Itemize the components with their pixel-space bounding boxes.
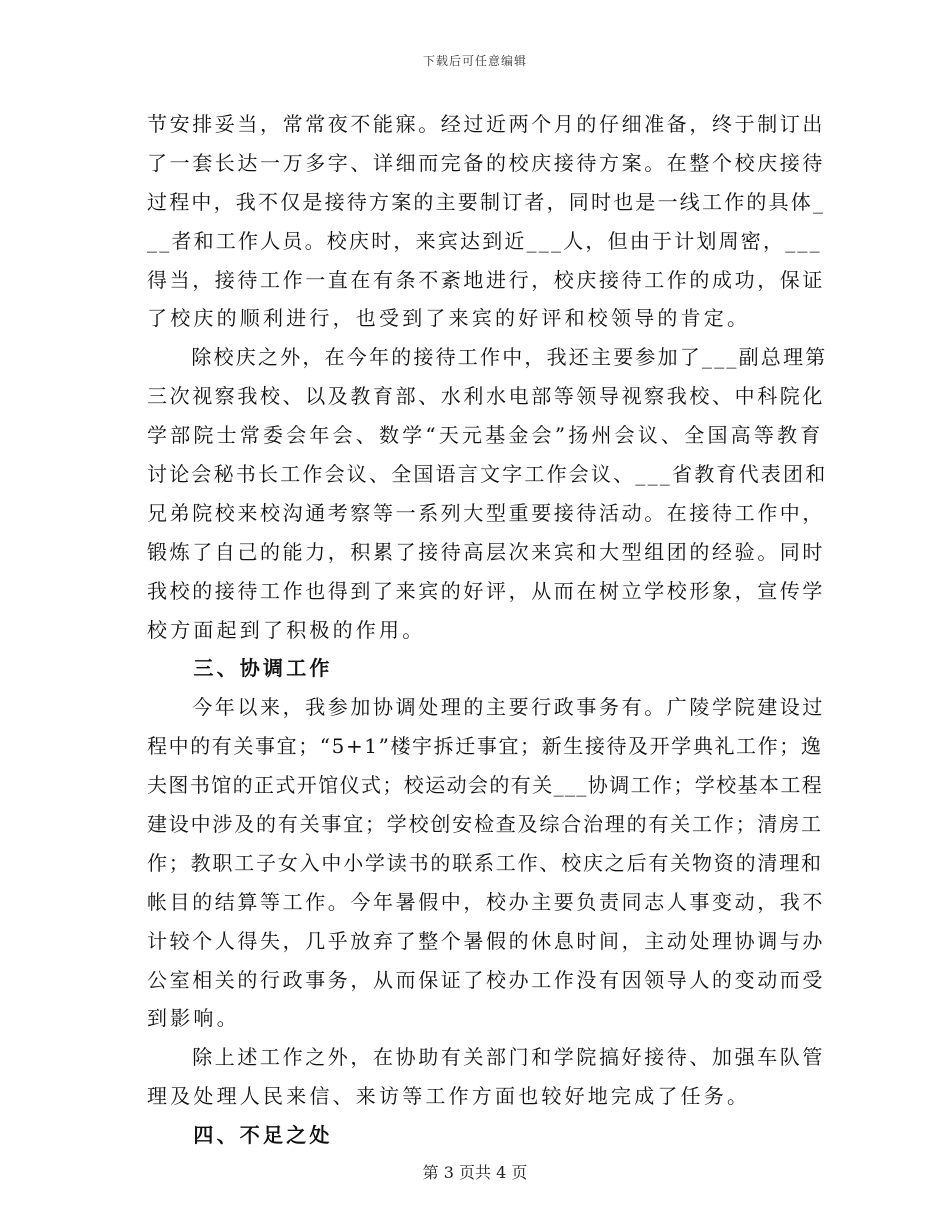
page-number: 第 3 页共 4 页: [422, 1163, 528, 1182]
body-line: 公室相关的行政事务，从而保证了校办工作没有因领导人的变动而受: [147, 967, 825, 992]
body-line: 作；教职工子女入中小学读书的联系工作、校庆之后有关物资的清理和: [147, 850, 823, 875]
body-line: 除上述工作之外，在协助有关部门和学院搞好接待、加强车队管: [147, 1045, 825, 1070]
body-line: 理及处理人民来信、来访等工作方面也较好地完成了任务。: [147, 1084, 751, 1109]
document-body: [147, 105, 827, 1155]
body-line: 今年以来，我参加协调处理的主要行政事务有。广陵学院建设过: [147, 695, 825, 720]
body-line: 过程中，我不仅是接待方案的主要制订者，同时也是一线工作的具体_: [147, 189, 826, 214]
body-line: 我校的接待工作也得到了来宾的好评，从而在树立学校形象，宣传学: [147, 578, 825, 603]
body-line: 帐目的结算等工作。今年暑假中，校办主要负责同志人事变动，我不: [147, 889, 825, 914]
body-line: 得当，接待工作一直在有条不紊地进行，校庆接待工作的成功，保证: [147, 267, 825, 292]
body-line: 讨论会秘书长工作会议、全国语言文字工作会议、___省教育代表团和: [147, 462, 828, 487]
body-line: 夫图书馆的正式开馆仪式；校运动会的有关___协调工作；学校基本工程: [147, 773, 824, 798]
body-line: __者和工作人员。校庆时，来宾达到近___人，但由于计划周密，___: [147, 228, 822, 253]
body-line: 程中的有关事宜；“5+1”楼宇拆迁事宜；新生接待及开学典礼工作；逸: [147, 734, 823, 759]
page-header-note: 下载后可任意编辑: [422, 54, 527, 68]
body-line: 了一套长达一万多字、详细而完备的校庆接待方案。在整个校庆接待: [147, 150, 825, 175]
body-line: 除校庆之外，在今年的接待工作中，我还主要参加了___副总理第: [147, 345, 828, 370]
body-line: 锻炼了自己的能力，积累了接待高层次来宾和大型组团的经验。同时: [147, 539, 825, 564]
body-line: 三次视察我校、以及教育部、水利水电部等领导视察我校、中科院化: [147, 384, 825, 409]
section-heading-shortcomings: 四、不足之处: [147, 1123, 333, 1148]
body-line: 兄弟院校来校沟通考察等一系列大型重要接待活动。在接待工作中，: [147, 500, 825, 525]
body-line: 到影响。: [147, 1006, 240, 1031]
body-line: 建设中涉及的有关事宜；学校创安检查及综合治理的有关工作；清房工: [147, 812, 823, 837]
body-line: 节安排妥当，常常夜不能寐。经过近两个月的仔细准备，终于制订出: [147, 112, 825, 136]
section-heading-coordination: 三、协调工作: [147, 656, 333, 681]
body-line: 计较个人得失，几乎放弃了整个暑假的休息时间，主动处理协调与办: [147, 928, 825, 953]
body-line: 学部院士常委会年会、数学“天元基金会”扬州会议、全国高等教育: [147, 423, 824, 448]
body-line: 了校庆的顺利进行，也受到了来宾的好评和校领导的肯定。: [147, 306, 751, 331]
body-line: 校方面起到了积极的作用。: [147, 617, 426, 642]
